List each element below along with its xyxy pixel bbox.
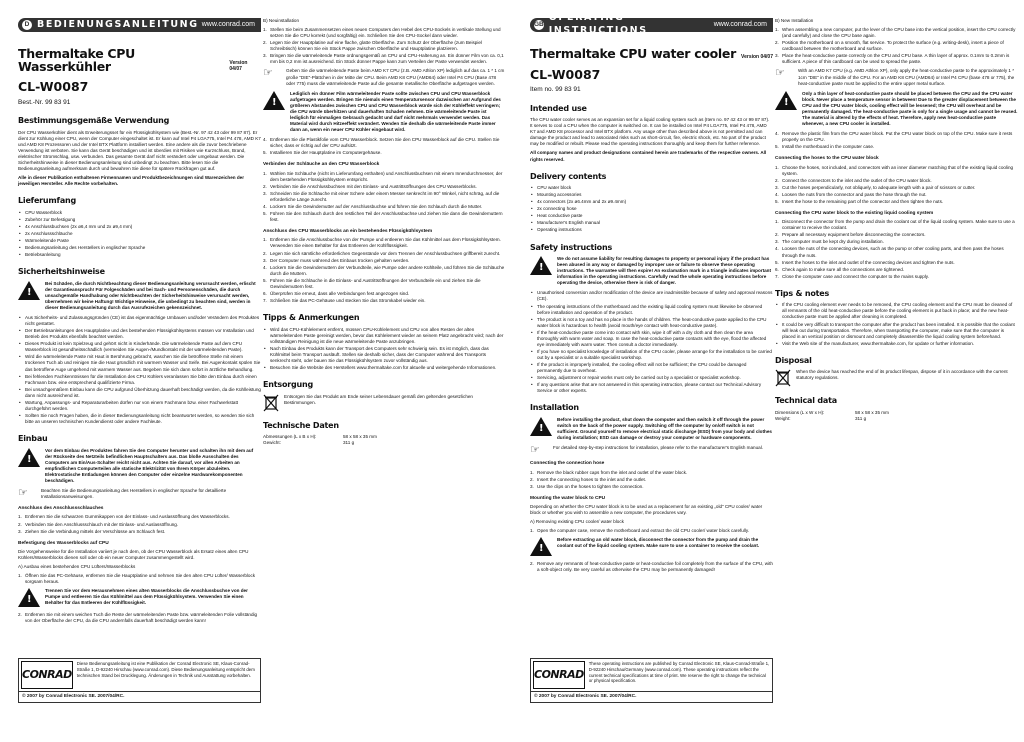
installation-heading: Installation bbox=[530, 403, 579, 413]
list-item: 2. Legen Sie der Hauptplatine auf eine flache, glatte Oberfläche. Zum Schutz der Oberfläche (zum Beispiel Schreibtisch) können Sie ein Stück Pappe zwischen Oberfläche und Hauptplatine platzieren. bbox=[263, 40, 482, 52]
document-type: BEDIENUNGSANLEITUNG bbox=[37, 18, 199, 30]
crossed-bin-icon bbox=[775, 369, 791, 387]
pointing-hand-icon: ☞ bbox=[18, 487, 28, 500]
existing-system-heading: Connecting the CPU water block to the existing liquid cooling system bbox=[775, 210, 934, 216]
list-item: 5. Insert the hoses to the inlet and outlet of the connecting devices and tighten the nuts. bbox=[775, 259, 955, 265]
list-item: • Mounting accessories bbox=[530, 192, 773, 198]
list-item: 2. Position the motherboard on a smooth, flat service. To protect the surface (e.g. writing-desk), insert a piece of cardboard between the motherboard and surface. bbox=[775, 40, 1004, 52]
copyright: © 2007 by Conrad Electronic SE. 2007/04/RC. bbox=[531, 691, 772, 702]
list-item: 1. Choose the hoses, not included, and connectors with an inner diameter matching that of the existing liquid cooling system. bbox=[775, 164, 1014, 176]
spec-value: 311 g bbox=[855, 415, 867, 421]
column-left bbox=[530, 12, 773, 742]
list-item: • Bei unsachgemäßem Einbau kann die CPU aufgrund Überhitzung dauerhaft beschädigt werden, da die Kühlleistung dann nicht ausreichend ist. bbox=[18, 387, 261, 399]
disposal-heading: Disposal bbox=[775, 355, 812, 365]
list-item: 2. Insert the connecting hoses to the inlet and the outlet. bbox=[530, 476, 647, 482]
column-right bbox=[263, 18, 506, 742]
list-item: • Operating instructions bbox=[530, 227, 773, 233]
existing-system-steps bbox=[263, 237, 506, 304]
list-item: 2. Verbinden Sie den Anschlussschlauch mit der Einlass- und Auslassöffnung. bbox=[18, 521, 179, 527]
list-item: 7. Schließen Sie das PC-Gehäuse und stecken Sie das Stromkabel wieder ein. bbox=[263, 297, 426, 303]
mounting-intro: Depending on whether the CPU water block is to be used as a replacement for an existing „old" CPU cooler/ water block or whether you wish to assemble a new computer, the procedures vary. bbox=[530, 504, 763, 516]
list-item: • Heat conductive paste bbox=[530, 213, 773, 219]
new-install-steps bbox=[263, 27, 506, 65]
list-item: • Visit the Web site of the manufacturer, www.thermaltake.com, for update or further information. bbox=[775, 341, 1018, 347]
list-item: 2. Remove any remnants of heat-conductive paste or heat-conductive foil completely from the surface of the CPU, with a soft-object only. Be very careful as otherwise the CPU may be permanently damaged! bbox=[530, 561, 773, 573]
website-url: www.conrad.com bbox=[713, 21, 767, 29]
list-item: • If any questions arise that are not answered in this operating instruction, please contact our Technical Advisory Service or other experts. bbox=[530, 382, 773, 394]
pointing-hand-icon: ☞ bbox=[775, 67, 785, 80]
removal-heading: A) Ausbau eines bestehenden CPU Lüfters/Wasserblocks bbox=[18, 564, 136, 570]
list-item: 1. Disconnect the connector from the pump and drain the coolant out of the liquid cooling system. Make sure to use a container to receive the coolant. bbox=[775, 219, 1015, 231]
list-item: • Wird die wärmeleitende Paste mit Haut in Berührung gebracht, waschen Sie die betroffene Stelle mit einem trockenen Tuch ab und reinigen Sie die Haut gründlich mit warmem Wasser und Seife. Bei Augenkontakt spülen Sie das betroffene Auge umgehend mit warmem Wasser aus. Begeben Sie sich dann sofort in ärztliche Behandlung. bbox=[18, 354, 261, 372]
list-item: • If the heat-conductive paste come into contact with skin, wipe it off with a dry cloth and then clean the area thoroughly with warm water and soap. In case the heat-conductive paste contacts with the eye, flood the affected eye immediately with warm water. Then consult a doctor immediately. bbox=[530, 330, 773, 348]
list-item: 1. Öffnen Sie das PC-Gehäuse, entfernen Sie die Hauptplatine und nehmen Sie den alten CPU Lüfter/ Wasserblock sorgsam heraus. bbox=[18, 573, 256, 585]
spec-value: 311 g bbox=[343, 440, 355, 446]
list-item: 3. The computer must be kept dry during installation. bbox=[775, 239, 884, 245]
paste-note: ☞ Geben Sie die wärmeleitende Paste beim AMD K7 CPU (z.B. AMD Athlon XP) lediglich auf das ca. 1 * 1 cm große "DIE"-Plättchen in der Mitte der CPU. Beim AMD K8 CPU (AMD64) oder Intel P4 CPU (Base 478 oder 775) muss die wärmeleitende Paste auf die gesamte metallische Oberfläche aufgetragen werden. bbox=[263, 67, 505, 86]
list-item: • Dieses Produkt ist kein Spielzeug und gehört nicht in Kinderhände. Die wärmeleitende Paste auf dem CPU Wasserblock ist gesundheitsschädlich (vermeiden Sie Augen-/Mundkontakt mit der wärmeleitenden Paste). bbox=[18, 341, 261, 353]
list-item: • Wärmeleitende Paste bbox=[18, 238, 261, 244]
safety-heading: Sicherheitshinweise bbox=[18, 267, 105, 277]
removal-steps bbox=[530, 528, 773, 534]
model-number: CL-W0087 bbox=[18, 79, 89, 94]
safety-warning: ! Bei Schäden, die durch Nichtbeachtung dieser Bedienungsanleitung verursacht werden, erlischt der Garantieanspruch! Für Folgeschäden und bei Sach- und Personenschäden, die durch unsachgemäße Handhabung oder Nichtbeachten der Sicherheitshinweise verursacht werden, übernehmen wir keine Haftung! Wichtige Hinweise, die unbedingt zu beachten sind, werden in dieser Bedienungsanleitung durch das Ausrufezeichen gekennzeichnet. bbox=[18, 281, 261, 311]
list-item: 1. Stellen Sie beim Zusammensetzen eines neuen Computers den Hebel des CPU-Sockels in vertikale Stellung und setzen Sie die CPU korrekt (und sorgfältig) ein. Schließen Sie den CPU-Sockel dann wieder. bbox=[263, 27, 501, 39]
tips-list bbox=[775, 302, 1018, 346]
list-item: • Aus Sicherheits- und Zulassungsgründen (CE) ist das eigenmächtige Umbauen und/oder Verändern des Produktes nicht gestattet. bbox=[18, 315, 261, 327]
hose-heading: Verbinden der Schläuche an den CPU Wasserblock bbox=[263, 162, 380, 168]
pointing-hand-icon: ☞ bbox=[263, 67, 273, 80]
warning-icon bbox=[263, 91, 285, 111]
list-item: • If the CPU cooling element ever needs to be removed, the CPU cooling element and the CPU must be cleaned of all remnants of the old heat-conductive paste before the cooling element is put back in place; and the new heat-conductive paste must be applied after cleaning is completed. bbox=[775, 302, 1018, 320]
list-item: 2. Entfernen Sie mit einem weichen Tuch die Reste der wärmeleitenden Paste bzw. wärmeleitenden Folie vollständig von der Oberfläche der CPU, da die CPU andernfalls dauerhaft beschädigt werden kann! bbox=[18, 612, 258, 624]
list-item: • Servicing, adjustment or repair works must only be carried out by a specialist or specialist workshop. bbox=[530, 375, 773, 381]
intended-use-text: The CPU water cooler serves as an expansion set for a liquid cooling system such as (Item no. 97 42 43 or 99 87 87). It serves to cool a CPU when the computer is switched on. It can be installed on Intel P4 LGA775, Intel P4 478, AMD K7 and AMD K8 processor and Intel BTX platform. Any usage other than described above is not permitted and can damage the product and lead to associated risks such as short-circuit, fire, electric shock, etc. No part of the product may be modified or rebuilt. Please read the operating instructions thoroughly and keep them for further reference. bbox=[530, 117, 770, 147]
removal-warning: ! Before extracting an old water block, disconnect the connector from the pump and drain the coolant out of the liquid cooling system. Make sure to use a container to receive the coolant. bbox=[530, 537, 773, 557]
connection-steps bbox=[18, 514, 261, 534]
trademark-note: All company names and product designations contained herein are trademarks of the respective owners. All rights reserved. bbox=[530, 150, 767, 162]
mounting-intro: Die Vorgehensweise für die Installation variiert je nach dem, ob der CPU Wasserblock als Ersatz eines alten CPU Kühlers/Wasserblocks dienen soll oder ob ein neuer Computer zusammengestellt wird. bbox=[18, 548, 249, 561]
warning-icon bbox=[530, 537, 552, 557]
language-badge: GB bbox=[534, 21, 544, 28]
intended-use-heading: Intended use bbox=[530, 103, 587, 113]
list-item: • CPU water block bbox=[530, 185, 773, 191]
safety-heading: Safety instructions bbox=[530, 242, 613, 252]
list-item: 5. Installieren Sie der Hauptplatine im Computergehäuse. bbox=[263, 150, 382, 156]
header-band bbox=[530, 12, 773, 36]
publisher-note: These operating instructions are published by Conrad Electronic SE, Klaus-Conrad-Straße 1, D-92240 Hirschau/Germany (www.conrad.com). These operating instructions reflect the current technical specifications at time of print. We reserve the right to change the technical or physical specification. bbox=[588, 661, 770, 684]
list-item: 3. Use the clips on the hoses to tighten the connection. bbox=[530, 483, 644, 489]
list-item: • 4x Anschlussbuchsen (2x ø6,4 mm und 2x ø9,4 mm) bbox=[18, 224, 261, 230]
list-item: 5. Führen Sie die Schläuche in die Einlass- und Austrittsöffnungen der Verbundteile ein und ziehen Sie die Gewindemuttern fest. bbox=[263, 277, 481, 289]
list-item: 2. Verbinden Sie die Anschlussbuchsen mit den Einlass- und Austrittsöffnungen des CPU Wasserblocks. bbox=[263, 183, 477, 189]
spec-label: Dimensions (L x W x H): bbox=[775, 409, 825, 415]
version: Version 04/07 bbox=[229, 59, 248, 73]
installation-warning: ! Before installing the product, shut down the computer and then switch it off through the power switch on the back of the power supply. Switching off the computer by on/off switch is not sufficient. Ground yourself to remove electrical static discharge (ESD) from your body and clothes during installation; ESD can damage or destroy your computer or hardware components. bbox=[530, 417, 773, 441]
list-item: • Bedienungsanleitung des Herstellers in englischer Sprache bbox=[18, 245, 261, 251]
product-title: Thermaltake CPU water cooler bbox=[530, 46, 736, 61]
existing-system-steps bbox=[775, 219, 1018, 280]
spec-value: 58 x 58 x 35 mm bbox=[855, 409, 889, 415]
removal-warning: ! Trennen Sie vor dem Herausnehmen eines alten Wasserblocks die Anschlussbuchse von der Pumpe und entleeren Sie das Kühlmittel aus dem Flüssigkühlsystem. Verwenden Sie einen Behälter für das Entleeren der Kühlflüssigkeit. bbox=[18, 588, 261, 608]
crossed-bin-icon bbox=[263, 394, 279, 412]
list-item: • Betriebsanleitung bbox=[18, 252, 261, 258]
installation-warning: ! Vor dem Einbau des Produktes fahren Sie den Computer herunter und schalten ihn mit dem auf der Rückseite des Netzteils befindlichen Hauptschalters aus. Das bloße Ausschalten des Computers am Ein/Aus-Schalter reicht nicht aus. Achten Sie darauf, vor allen Arbeiten an empfindlichen Computerteilen alle statische Elektrizität von Ihrem Körper abzuleiten. Elektrostatische Entladungen können den Computer oder einzelne Hardwarekomponenten beschädigen. bbox=[18, 448, 261, 484]
warning-icon bbox=[530, 417, 552, 437]
list-item: • Wartung, Anpassungs- und Reparaturarbeiten dürfen nur von einem Fachmann bzw. einer Fachwerkstatt durchgeführt werden. bbox=[18, 400, 261, 412]
list-item: • Nach Einbau des Produkts kann der Transport des Computers sehr schwierig sein. Es ist möglich, dass das Kühlmittel beim Transport ausläuft. Stellen sie deshalb sicher, dass der Computer während des Transports senkrecht steht, oder bauen Sie das Flüssigkühlsystem zuvor vollständig aus. bbox=[263, 346, 506, 364]
english-page bbox=[512, 0, 1024, 724]
list-item: • If the product is improperly installed, the cooling effect will not be sufficient; the CPU could be damaged permanently due to overheat. bbox=[530, 362, 773, 374]
list-item: 3. Cut the hoses perpendicularly, not obliquely, to adequate length with a pair of scissors or cutter. bbox=[775, 184, 976, 190]
conrad-logo: CONRAD bbox=[533, 661, 585, 689]
scope-heading: Lieferumfang bbox=[18, 196, 77, 206]
list-item: 1. When assembling a new computer, put the lever of the CPU base into the vertical position, insert the CPU correctly (and carefully) and close the CPU base again. bbox=[775, 27, 1016, 39]
list-item: 2. Legen Sie sich sämtliche erforderlichen Gegenstände vor dem Trennen der Anschlussbuchsen griffbereit zurecht. bbox=[263, 250, 501, 256]
list-item: • CPU Wasserblock bbox=[18, 210, 261, 216]
list-item: 3. Place the heat-conductive paste correctly on the CPU and CPU base. A thin layer of approx. 0.1mm to 0.2mm is sufficient. A piece of thin cardboard can be used to spread the paste. bbox=[775, 53, 1010, 65]
list-item: 1. Remove the black rubber caps from the inlet and outlet of the water block. bbox=[530, 469, 688, 475]
disposal-note: Entsorgen Sie das Produkt am Ende seiner Lebensdauer gemäß den geltenden gesetzlichen Bestimmungen. bbox=[263, 394, 506, 412]
list-item: 6. Check again to make sure all the connections are tightened. bbox=[775, 266, 905, 272]
list-item: 3. Der Computer muss während des Einbaus trocken gehalten werden. bbox=[263, 257, 410, 263]
list-item: 5. Führen Sie den Schlauch durch den restlichen Teil der Anschlussbuchse und ziehen Sie dann die Gewindemuttern fest. bbox=[263, 210, 503, 223]
list-item: 4. Entfernen Sie die Plastikfolie vom CPU Wasserblock. Setzen Sie den CPU Wasserblock auf die CPU. Stellen Sie sicher, dass er richtig auf der CPU aufsitzt. bbox=[263, 137, 500, 149]
list-item: 5. Install the motherboard in the computer case. bbox=[775, 144, 875, 150]
pointing-hand-icon: ☞ bbox=[530, 444, 540, 457]
spec-label: Abmessungen (L x B x H): bbox=[263, 434, 317, 440]
header-band bbox=[18, 18, 261, 32]
list-item: 4. Lockern Sie die Gewindemutter auf der Anschlussbuchse und führen Sie den Schlauch durch die Mutter. bbox=[263, 203, 483, 209]
new-install-heading: B) Neuinstallation bbox=[263, 18, 300, 23]
scope-list bbox=[18, 210, 261, 258]
hose-steps bbox=[775, 165, 1018, 205]
hose-steps bbox=[263, 171, 506, 224]
language-badge: D bbox=[22, 20, 32, 30]
list-item: • Sollten Sie noch Fragen haben, die in dieser Bedienungsanleitung nicht beantwortet werden, so wenden Sie sich bitte an unseren technischen Kundendienst oder andere Fachleute. bbox=[18, 413, 261, 425]
safety-warning: ! We do not assume liability for resulting damages to property or personal injury if the product has been abused in any way or damaged by improper use or failure to observe these operating instructions. The warrantee will then expire! An exclamation mark in a triangle indicates important information in the operating instructions. Carefully read the whole operating instructions before operating the device, otherwise there is risk of danger. bbox=[530, 256, 773, 286]
new-install-heading: B) New Installation bbox=[775, 18, 814, 23]
list-item: • If you have no specialist knowledge of installation of the CPU cooler, please arrange for the installation to be carried out by a specialist or a suitable specialist workshop. bbox=[530, 349, 773, 361]
list-item: • 4x connectors (2x ø6.4mm and 2x ø9.4mm) bbox=[530, 199, 773, 205]
warning-icon bbox=[18, 281, 40, 301]
paste-note: ☞ With an AMD K7 CPU (e.g. AMD Athlon XP), only apply the heat-conductive paste to the approximately 1 * 1cm "DIE" in the middle of the CPU. For an AMD K8 CPU (AMD64) or Intel P4 CPU (base 478 or 775), the heat-conductive paste must be applied to the entire upper metal surface. bbox=[775, 67, 1015, 86]
warning-icon bbox=[18, 588, 40, 608]
list-item: 4. Loosen the nuts from the connector and pass the hose through the nut. bbox=[775, 191, 927, 197]
tips-heading: Tips & notes bbox=[775, 288, 830, 298]
list-item: • 2x Anschlussschläuche bbox=[18, 231, 261, 237]
website-url: www.conrad.com bbox=[201, 21, 255, 29]
list-item: 4. Remove the plastic film from the CPU water block. Put the CPU water block on top of the CPU. Make sure it rests properly on the CPU. bbox=[775, 131, 1013, 143]
list-item: • Manufacturer's English manual bbox=[530, 220, 773, 226]
list-item: • Wird das CPU-Kühlelement entfernt, müssen CPU-Kühlelement und CPU von allen Resten der alten wärmeleitenden Paste gereinigt werden, bevor das Kühlelement wieder an seinem Platz angebracht wird; nach der vollständigen Reinigung ist die neue wärmeleitende Paste anzubringen. bbox=[263, 327, 506, 345]
installation-note: ☞ Beachten Sie die Bedienungsanleitung des Herstellers in englischer Sprache für detaillierte Installationsanweisungen. bbox=[18, 487, 227, 500]
copyright: © 2007 by Conrad Electronic SE. 2007/04/RC. bbox=[19, 691, 260, 702]
list-item: 3. Schneiden Sie die Schläuche mit einer Schere oder einem Messer senkrecht im 90° Winkel, nicht schräg, auf die erforderliche Länge zurecht. bbox=[263, 190, 500, 202]
mounting-heading: Befestigung des Wasserblocks auf CPU bbox=[18, 540, 109, 546]
list-item: 1. Wählen Sie Schläuche (nicht im Lieferumfang enthalten) und Anschlussbuchsen mit einem Innendurchmesser, der dem bestehenden Flüssigkühlsystem entspricht. bbox=[263, 170, 503, 182]
list-item: • Bei fehlenden Fachkenntnissen für die Installation des CPU Kühlers veranlassen Sie bitte den Einbau durch einen Fachmann bzw. eine entsprechend qualifizierte Firma. bbox=[18, 374, 261, 386]
intended-use-heading: Bestimmungsgemäße Verwendung bbox=[18, 116, 170, 126]
list-item: • Unauthorised conversion and/or modification of the device are inadmissible because of safety and approval reasons (CE). bbox=[530, 290, 773, 302]
list-item: • Zubehör zur Befestigung bbox=[18, 217, 261, 223]
spec-label: Gewicht: bbox=[263, 440, 281, 446]
product-title: Thermaltake CPU Wasserkühler bbox=[18, 46, 136, 74]
tech-heading: Technical data bbox=[775, 396, 837, 406]
footer-box bbox=[530, 658, 773, 703]
warning-icon bbox=[530, 256, 552, 276]
german-page bbox=[0, 0, 512, 724]
list-item: 2. Prepare all necessary equipment before disconnecting the connectors. bbox=[775, 232, 926, 238]
list-item: 1. Entfernen Sie die Anschlussbuchse von der Pumpe und entleeren Sie das Kühlmittel aus dem Flüssigkühlsystem. Verwenden Sie einen Behälter für das Entleeren der Kühlflüssigkeit. bbox=[263, 237, 501, 249]
list-item: 2. Connect the connectors to the inlet and the outlet of the CPU water block. bbox=[775, 177, 932, 183]
removal-steps bbox=[18, 573, 261, 585]
list-item: • Besuchen Sie die Website des Herstellers www.thermaltake.com für aktuelle und weitergehende Informationen. bbox=[263, 365, 506, 371]
existing-system-heading: Anschluss des CPU Wasserblocks an ein bestehendes Flüssigkühlsystem bbox=[263, 229, 433, 235]
column-left bbox=[18, 18, 261, 742]
scope-heading: Delivery contents bbox=[530, 171, 607, 181]
safety-list bbox=[530, 290, 773, 394]
tech-data bbox=[775, 410, 1018, 422]
spec-value: 58 x 58 x 35 mm bbox=[343, 434, 377, 440]
column-right bbox=[775, 18, 1018, 742]
installation-heading: Einbau bbox=[18, 434, 48, 444]
list-item: 1. Entfernen Sie die schwarzen Gummikappen von der Einlass- und Auslassöffnung des Wasserblocks. bbox=[18, 514, 230, 520]
list-item: 6. Überprüfen Sie erneut, dass alle Verbindungen fest angezogen sind. bbox=[263, 290, 410, 296]
tech-heading: Technische Daten bbox=[263, 420, 339, 430]
trademark-note: Alle in dieser Publikation enthaltenen Firmennamen und Produktbezeichnungen sind Warenzeichen der jeweiligen Hersteller. Alle Rechte vorbehalten. bbox=[18, 175, 244, 187]
list-item: 7. Close the computer case and connect the computer to the mains supply. bbox=[775, 273, 929, 279]
list-item: • It could be very difficult to transport the computer after the product has been installed. It is possible that the coolant will leak out during transportation. Therefore, when transporting the computer, make sure that the computer is placed in an vertical position or dismount and completely disassemble the liquid cooling system beforehand. bbox=[775, 322, 1018, 340]
mounting-heading: Mounting the water block to CPU bbox=[530, 495, 606, 501]
warning-icon bbox=[775, 91, 797, 111]
new-install-steps bbox=[775, 27, 1018, 65]
paste-warning: ! Only a thin layer of heat-conductive paste should be placed between the CPU and the CPU water block. Never place a temperature sensor in between! Due to the greater displacement between the CPU and the CPU water block, cooling effect will be lessened; the CPU will overheat and be permanently damaged. The heat-conductive paste is only for a single usage and cannot be reused. The material is altered by the effects of heat. Therefore, apply new heat-conductive paste whenever, a new CPU cooler is installed. bbox=[775, 91, 1018, 127]
item-number: Best.-Nr. 99 83 91 bbox=[18, 98, 71, 106]
paste-warning: ! Lediglich ein dünner Film wärmeleitender Paste sollte zwischen CPU und CPU Wasserblock aufgetragen werden. Bringen Sie niemals einen Temperatursensor dazwischen an! Aufgrund des größeren Abstandes zwischen CPU und CPU Wasserblock würde sich der Kühleffekt verringern; die CPU würde überhitzen und dauerhaften Schaden nehmen. Die wärmeleitende Paste ist lediglich für einmaligen Gebrauch gedacht und darf nicht mehrmals verwendet werden. Das Material wird durch Hitzeeffekt verändert. Wenden Sie deshalb die wärmeleitende Paste immer dann an, wenn ein neuer CPU Kühler eingebaut wird. bbox=[263, 91, 506, 133]
document-type: OPERATING INSTRUCTIONS bbox=[548, 12, 648, 36]
spec-label: Weight: bbox=[775, 415, 791, 421]
list-item: 5. Insert the hose to the remaining part of the connector and then tighten the nuts. bbox=[775, 198, 944, 204]
list-item: • Der Betriebsanleitungen des Hauptplatine und des bestehenden Flüssigkühlsystems müssen vor Installation und Betrieb des Produkts ebenfalls beachtet werden. bbox=[18, 328, 261, 340]
warning-icon bbox=[18, 448, 40, 468]
hose-heading: Connecting the hoses to the CPU water block bbox=[775, 156, 879, 162]
footer-box bbox=[18, 658, 261, 703]
tips-list bbox=[263, 327, 506, 371]
safety-list bbox=[18, 315, 261, 425]
list-item: 4. Lockern Sie die Gewindemuttern der Verbundteile, wie Pumpe oder andere Kühlteile, und führen Sie die Schläuche durch die Muttern. bbox=[263, 264, 505, 276]
item-number: Item no. 99 83 91 bbox=[530, 86, 581, 93]
list-item: 3. Bringen Sie die wärmeleitende Paste ordnungsgemäß an CPU und CPU-Halterung an. Ein dünner Film von ca. 0,1 mm bis 0,2 mm ist ausreichend. Ein Stück dünner Pappe kann zum Verteilen der Paste verwendet werden. bbox=[263, 53, 504, 65]
tips-heading: Tipps & Anmerkungen bbox=[263, 313, 360, 323]
conrad-logo: CONRAD bbox=[21, 661, 73, 689]
connection-heading: Connecting the connection hose bbox=[530, 461, 605, 467]
connection-heading: Anschluss des Anschlussschlauches bbox=[18, 506, 104, 512]
list-item: • 2x connecting hose bbox=[530, 206, 773, 212]
removal-heading: A) Removing existing CPU cooler/ water block bbox=[530, 519, 624, 525]
list-item: • The operating instructions of the motherboard and the existing liquid cooling system must likewise be observed before installation and operation of the product. bbox=[530, 304, 773, 316]
installation-note: ☞ For detailed step-by-step instructions for installation, please refer to the manufacturer's English manual. bbox=[530, 444, 763, 457]
disposal-note: When the device has reached the end of its product lifespan, dispose of it in accordance with the current statutory regulations. bbox=[775, 369, 1018, 387]
version: Version 04/07 bbox=[741, 53, 773, 60]
publisher-note: Diese Bedienungsanleitung ist eine Publikation der Conrad Electronic SE, Klaus-Conrad- Straße 1, D-92240 Hirschau (www.conrad.com). Diese Bedienungsanleitung entspricht dem technischen Stand bei Drucklegung. Änderungen in Technik und Ausstattung vorbehalten. bbox=[76, 661, 255, 678]
model-number: CL-W0087 bbox=[530, 66, 601, 82]
connection-steps bbox=[530, 470, 773, 490]
tech-data bbox=[263, 434, 506, 446]
list-item: 3. Ziehen Sie die Verbindung mittels der Verschlüsse am Schlauch fest. bbox=[18, 528, 166, 534]
list-item: 1. Open the computer case, remove the motherboard and extract the old CPU cooler/ water block carefully. bbox=[530, 528, 750, 534]
list-item: • The product is not a toy and has no place in the hands of children. The heat-conductive paste applied to the CPU water block is hazardous to health (avoid mouth/eye contact with heat-conductive paste). bbox=[530, 317, 773, 329]
disposal-heading: Entsorgung bbox=[263, 380, 314, 390]
scope-list bbox=[530, 185, 773, 233]
intended-use-text: Der CPU Wasserkühler dient als Erweiterungsset für ein Flüssigkühlsystem wie (Best.-Nr. 97 42 43 oder 99 87 87). Er dient zur Kühlung einer CPU, wenn der Computer eingeschaltet ist. Er kann auf Intel P4 LGA775, Intel P4 478, AMD K7 und AMD K8 Prozessoren und der Intel BTX Plattform installiert werden. Eine andere als die zuvor beschriebene Verwendung ist verboten. Sie kann das Gerät beschädigen und ist überdies mit Risiken wie Kurzschluss, Brand, elektrischer Stromschlag, usw. verbunden. Das gesamte Gerät darf nicht verändert oder umgebaut werden. Die Sicherheitshinweise in dieser Bedienungsanleitung sind unbedingt zu beachten. Bitte lesen Sie die Bedienungsanleitung aufmerksam durch und bewahren Sie diese für spätere Rückfragen gut auf. bbox=[18, 129, 261, 171]
list-item: 4. Loosen the nuts of the connecting devices, such as the pump or other cooling parts, and then pass the hoses through the nuts. bbox=[775, 246, 1004, 258]
